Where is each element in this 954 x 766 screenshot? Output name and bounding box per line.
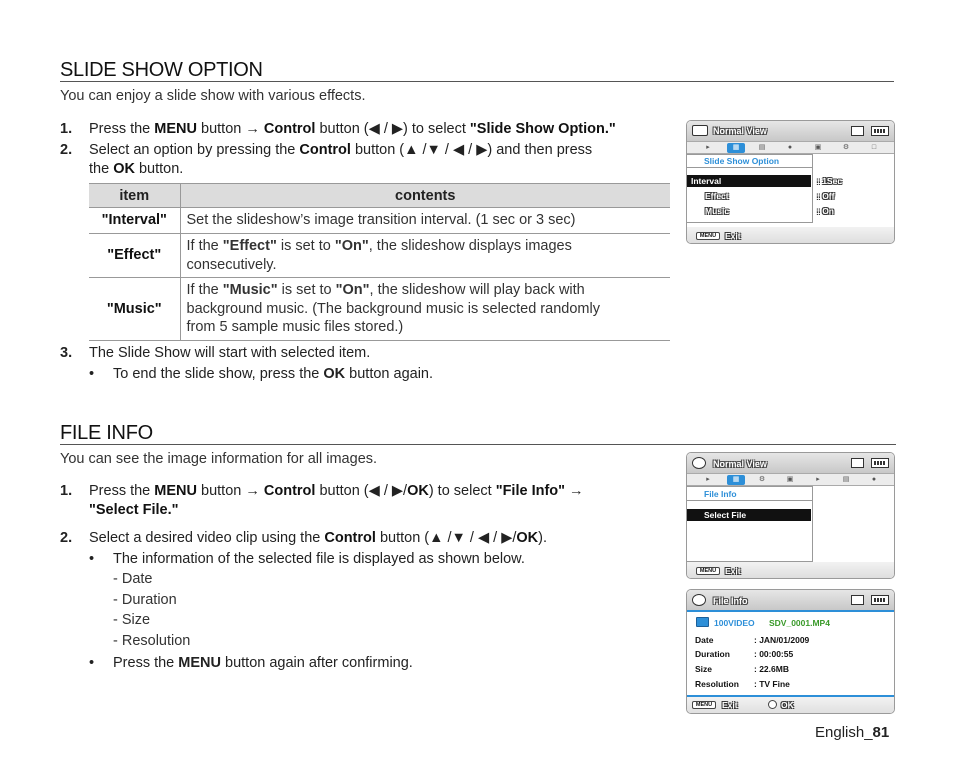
options-table	[89, 183, 670, 341]
table-row	[89, 234, 670, 278]
interval-value: : 1Sec	[817, 176, 843, 186]
menu-item-interval[interactable]: Interval	[687, 175, 811, 187]
bullet-info-shown: • The information of the selected file is displayed as shown below.	[89, 551, 525, 567]
info-label-size: Size	[695, 664, 713, 674]
memory-card-icon	[851, 126, 864, 136]
video-mode-icon	[692, 594, 706, 606]
info-label-duration: Duration	[695, 649, 730, 659]
section-rule	[60, 444, 896, 445]
info-value-date: : JAN/01/2009	[754, 635, 810, 645]
video-mode-icon	[692, 457, 706, 469]
table-cell-contents: Set the slideshow’s image transition interval. (1 sec or 3 sec)	[180, 208, 670, 234]
section-title-slideshow: SLIDE SHOW OPTION	[60, 59, 263, 81]
mode-title: File Info	[713, 596, 748, 606]
menu-divider	[687, 500, 813, 501]
table-row	[89, 208, 670, 234]
file-name: SDV_0001.MP4	[769, 618, 830, 628]
print-tab-icon[interactable]: □	[871, 144, 877, 151]
settings-tab-icon[interactable]: ⚙	[758, 476, 766, 483]
play-tab-icon[interactable]: ▸	[706, 476, 710, 483]
menu-tab-row	[687, 473, 894, 486]
section-intro: You can see the image information for all images.	[60, 451, 378, 467]
menu-item-music[interactable]: Music	[705, 206, 730, 216]
fileinfo-menu-screen	[686, 452, 895, 579]
exit-label: Exit	[722, 700, 738, 710]
protect-tab-icon[interactable]: ●	[787, 144, 793, 151]
table-cell-item: "Effect"	[89, 234, 180, 278]
step-1: 1. Press the MENU button → Control button (◀ / ▶/OK) to select "File Info" → "Select File."	[60, 483, 584, 518]
list-item: - Duration	[113, 592, 177, 608]
exit-label: Exit	[725, 231, 741, 241]
table-cell-item: "Music"	[89, 278, 180, 341]
delete-tab-icon[interactable]: ▤	[842, 476, 850, 483]
info-label-resolution: Resolution	[695, 679, 739, 689]
list-item: - Size	[113, 612, 151, 628]
battery-icon	[871, 458, 889, 468]
folder-icon	[696, 617, 709, 627]
settings-tab-icon[interactable]: ⚙	[842, 144, 850, 151]
copy-tab-icon[interactable]: ▣	[786, 476, 794, 483]
menu-heading: File Info	[704, 489, 737, 499]
menu-key-icon: MENU	[696, 567, 720, 575]
page-number: English_81	[815, 724, 890, 741]
table-header-row	[89, 184, 670, 208]
memory-card-icon	[851, 458, 864, 468]
bullet-press-menu: • Press the MENU button again after confirming.	[89, 655, 413, 671]
table-header-item: item	[89, 184, 180, 208]
slideshow-screen	[686, 120, 895, 244]
folder-name: 100VIDEO	[714, 618, 755, 628]
info-value-size: : 22.6MB	[754, 664, 789, 674]
ok-label: OK	[781, 700, 794, 710]
list-item: - Resolution	[113, 633, 191, 649]
table-row	[89, 278, 670, 341]
menu-divider	[687, 167, 813, 168]
table-cell-contents: If the "Effect" is set to "On", the slideshow displays images consecutively.	[180, 234, 670, 278]
step-2: 2. Select a desired video clip using the Control button (▲ /▼ / ◀ / ▶/OK).	[60, 530, 547, 546]
menu-tab-row	[687, 141, 894, 154]
section-rule	[60, 81, 894, 82]
effect-value: : Off	[817, 191, 835, 201]
info-label-date: Date	[695, 635, 714, 645]
menu-item-effect[interactable]: Effect	[705, 191, 729, 201]
fileinfo-detail-screen	[686, 589, 895, 714]
battery-icon	[871, 126, 889, 136]
table-header-contents: contents	[180, 184, 670, 208]
battery-icon	[871, 595, 889, 605]
camera-mode-icon	[692, 125, 708, 136]
table-cell-contents: If the "Music" is set to "On", the slideshow will play back with background music. (The background music is selected randomly from 5 sample music files stored.)	[180, 278, 670, 341]
ok-joystick-icon	[768, 700, 777, 709]
step-3: 3. The Slide Show will start with selected item.	[60, 345, 371, 361]
mode-title: Normal View	[713, 126, 767, 136]
bullet-end-slideshow: • To end the slide show, press the OK button again.	[89, 366, 434, 382]
memory-card-icon	[851, 595, 864, 605]
menu-key-icon: MENU	[692, 701, 716, 709]
info-value-duration: : 00:00:55	[754, 649, 794, 659]
protect-tab-icon[interactable]: ●	[871, 476, 877, 483]
delete-tab-icon[interactable]: ▤	[758, 144, 766, 151]
step-1: 1. Press the MENU button → Control button (◀ / ▶) to select "Slide Show Option."	[60, 121, 616, 137]
section-title-fileinfo: FILE INFO	[60, 422, 153, 444]
section-intro: You can enjoy a slide show with various effects.	[60, 88, 366, 104]
table-cell-item: "Interval"	[89, 208, 180, 234]
copy-tab-icon[interactable]: ▣	[814, 144, 822, 151]
file-info-tab-icon[interactable]: ▦	[727, 475, 745, 485]
music-value: : On	[817, 206, 834, 216]
menu-key-icon: MENU	[696, 232, 720, 240]
menu-item-select-file[interactable]: Select File	[687, 509, 811, 521]
slideshow-tab-icon[interactable]: ▦	[727, 143, 745, 153]
info-value-resolution: : TV Fine	[754, 679, 790, 689]
play-tab-icon[interactable]: ▸	[706, 144, 710, 151]
list-item: - Date	[113, 571, 153, 587]
menu-heading: Slide Show Option	[704, 156, 780, 166]
step-2: 2. Select an option by pressing the Control button (▲ /▼ / ◀ / ▶) and then press the OK button.	[60, 142, 593, 177]
mode-title: Normal View	[713, 459, 767, 469]
exit-label: Exit	[725, 566, 741, 576]
share-tab-icon[interactable]: ▸	[816, 476, 820, 483]
